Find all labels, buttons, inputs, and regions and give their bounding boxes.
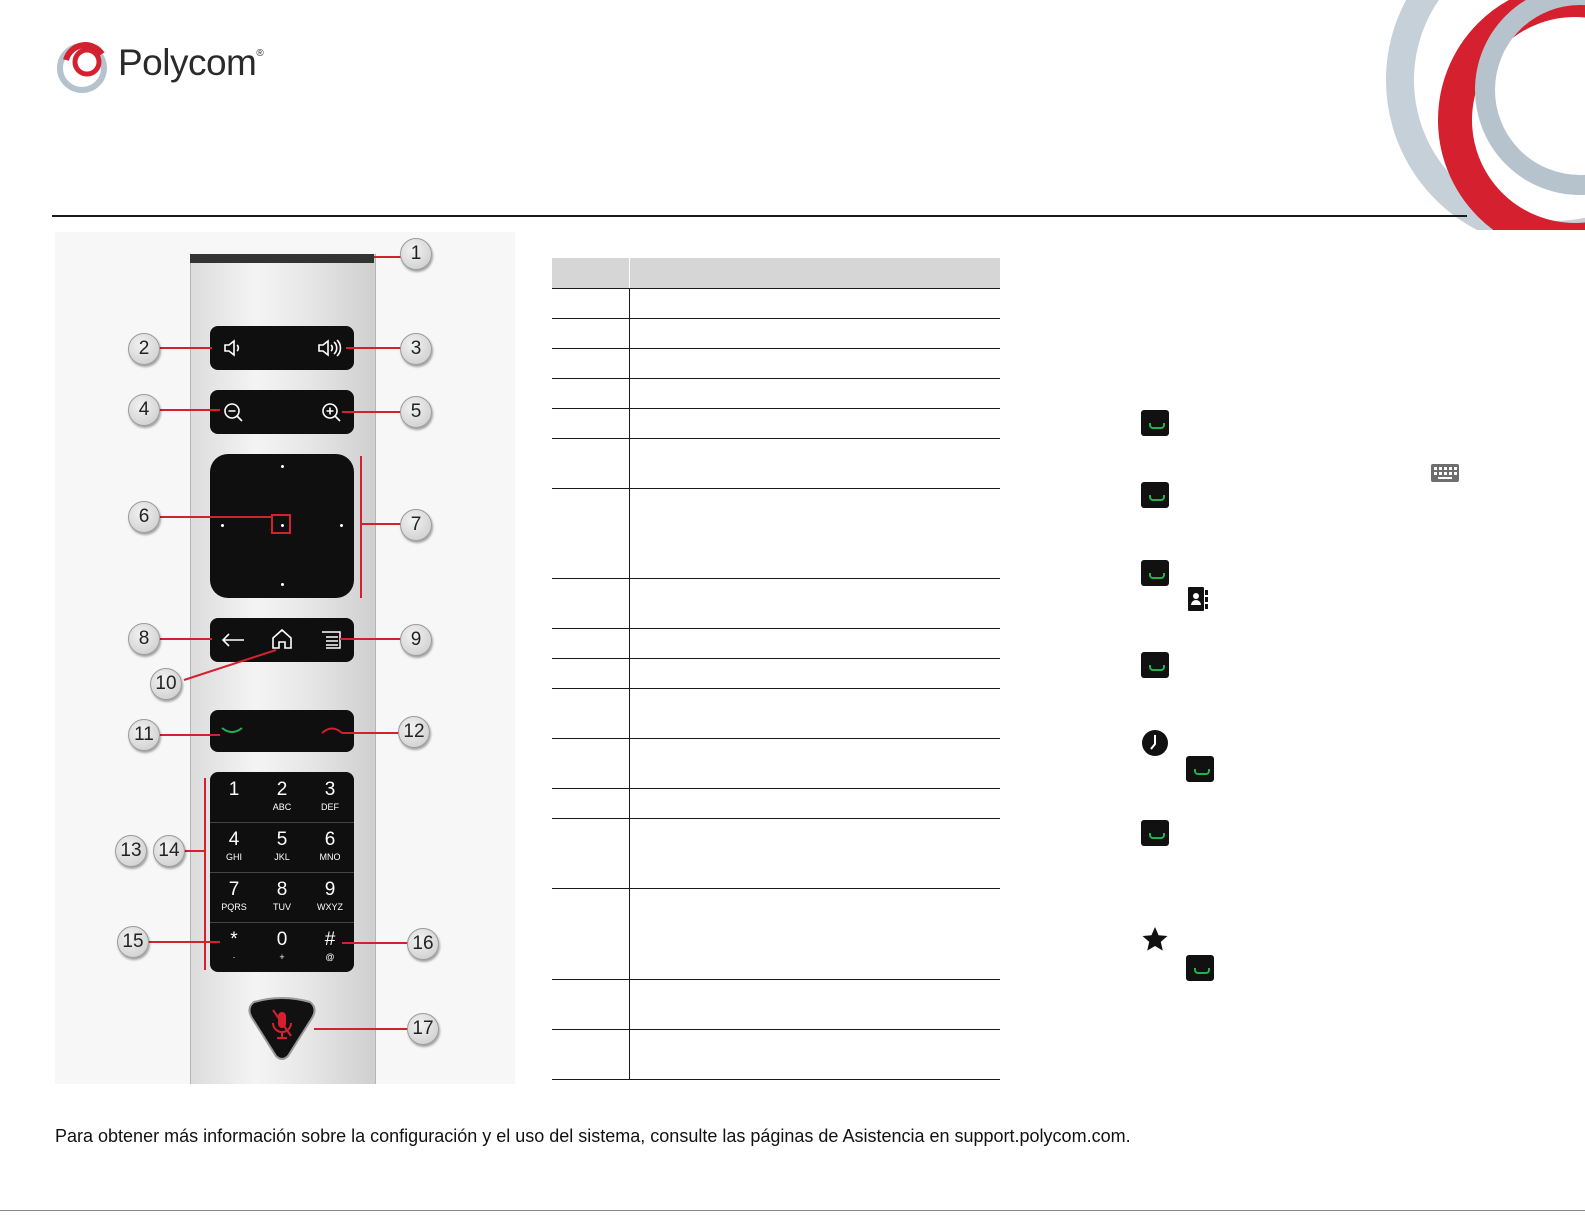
step-call-button-icon: [1141, 820, 1169, 846]
table-row: [552, 889, 1000, 980]
table-row: [552, 349, 1000, 379]
header-rule: [52, 215, 1467, 217]
callout-8: 8: [128, 623, 160, 655]
footer-text: Para obtener más información sobre la configuración y el uso del sistema, consulte las páginas de Asistencia en support.polycom.com.: [55, 1126, 1131, 1146]
key-digit: 5: [276, 829, 288, 850]
table-row: [552, 739, 1000, 789]
footer-rule: [0, 1210, 1585, 1211]
corner-swirl-decoration: [1375, 0, 1585, 230]
key-digit: 7: [228, 879, 240, 900]
table-row: [552, 689, 1000, 739]
contacts-icon: [1187, 586, 1209, 617]
star-icon: [1141, 926, 1169, 957]
touchpad-select-highlight: [271, 514, 291, 534]
table-row: [552, 289, 1000, 319]
key-0[interactable]: [258, 922, 306, 970]
key-digit: *: [230, 929, 238, 950]
table-row: [552, 439, 1000, 489]
key-3[interactable]: [306, 772, 354, 820]
registered-mark: ®: [256, 48, 264, 59]
callout-11: 11: [128, 719, 160, 751]
key-digit: 8: [276, 879, 288, 900]
remote-top-edge: [190, 254, 374, 263]
key-7[interactable]: [210, 872, 258, 920]
key-letters: ·: [232, 952, 236, 962]
callout-15: 15: [117, 926, 149, 958]
keypad: [210, 772, 354, 972]
callout-4: 4: [128, 394, 160, 426]
callout-14: 14: [153, 835, 185, 867]
call-icon[interactable]: [220, 724, 244, 736]
mute-button[interactable]: [246, 996, 318, 1062]
volume-pad: [210, 326, 354, 370]
step-call-button-icon: [1141, 652, 1169, 678]
key-digit: 2: [276, 779, 288, 800]
key-letters: +: [279, 952, 285, 962]
key-digit: #: [324, 929, 336, 950]
button-description-table: [552, 258, 1000, 1080]
key-letters: WXYZ: [317, 902, 343, 912]
table-row: [552, 980, 1000, 1030]
table-row: [552, 659, 1000, 689]
key-letters: JKL: [274, 852, 290, 862]
key-6[interactable]: [306, 822, 354, 870]
table-row: [552, 819, 1000, 889]
key-9[interactable]: [306, 872, 354, 920]
callout-5: 5: [400, 396, 432, 428]
callout-10-leader: [180, 648, 280, 682]
key-letters: PQRS: [221, 902, 247, 912]
key-letters: GHI: [225, 852, 242, 862]
callout-2: 2: [128, 333, 160, 365]
table-row: [552, 629, 1000, 659]
key-star[interactable]: [210, 922, 258, 970]
speaker-low-icon[interactable]: [222, 336, 246, 360]
zoom-pad: [210, 390, 354, 434]
key-8[interactable]: [258, 872, 306, 920]
polycom-mark-icon: [52, 36, 114, 96]
key-5[interactable]: [258, 822, 306, 870]
callout-6: 6: [128, 501, 160, 533]
table-header: [552, 258, 1000, 289]
key-4[interactable]: [210, 822, 258, 870]
step-call-button-icon: [1141, 482, 1169, 508]
hangup-icon[interactable]: [320, 724, 344, 736]
clock-icon: [1141, 729, 1169, 762]
call-pad: [210, 710, 354, 752]
key-letters: MNO: [319, 852, 341, 862]
callout-9: 9: [400, 624, 432, 656]
polycom-logo: [52, 36, 282, 98]
callout-17: 17: [407, 1013, 439, 1045]
menu-icon[interactable]: [320, 629, 342, 651]
touchpad[interactable]: [210, 454, 354, 598]
key-digit: 3: [324, 779, 336, 800]
key-digit: 0: [276, 929, 288, 950]
table-row: [552, 489, 1000, 579]
speaker-high-icon[interactable]: [316, 336, 344, 360]
key-letters: DEF: [321, 802, 339, 812]
step-call-button-icon: [1141, 410, 1169, 436]
key-hash[interactable]: [306, 922, 354, 970]
zoom-out-icon[interactable]: [222, 401, 246, 425]
callout-10: 10: [150, 668, 182, 700]
zoom-in-icon[interactable]: [320, 401, 344, 425]
callout-12: 12: [398, 716, 430, 748]
key-2[interactable]: [258, 772, 306, 820]
callout-3: 3: [400, 333, 432, 365]
key-digit: 9: [324, 879, 336, 900]
step-call-button-icon: [1186, 955, 1214, 981]
callout-7: 7: [400, 509, 432, 541]
table-row: [552, 579, 1000, 629]
key-letters: TUV: [273, 902, 291, 912]
key-digit: 1: [228, 779, 240, 800]
logo-wordmark: Polycom: [118, 42, 257, 83]
callout-1: 1: [400, 238, 432, 270]
key-letters: @: [325, 952, 335, 962]
table-row: [552, 789, 1000, 819]
table-row: [552, 409, 1000, 439]
key-letters: ABC: [272, 802, 292, 812]
key-1[interactable]: [210, 772, 258, 820]
keyboard-icon: [1430, 462, 1460, 489]
key-digit: 6: [324, 829, 336, 850]
table-row: [552, 1030, 1000, 1080]
step-call-button-icon: [1141, 560, 1169, 586]
table-row: [552, 379, 1000, 409]
step-call-button-icon: [1186, 756, 1214, 782]
key-digit: 4: [228, 829, 240, 850]
callout-16: 16: [407, 928, 439, 960]
callout-13: 13: [115, 835, 147, 867]
table-row: [552, 319, 1000, 349]
